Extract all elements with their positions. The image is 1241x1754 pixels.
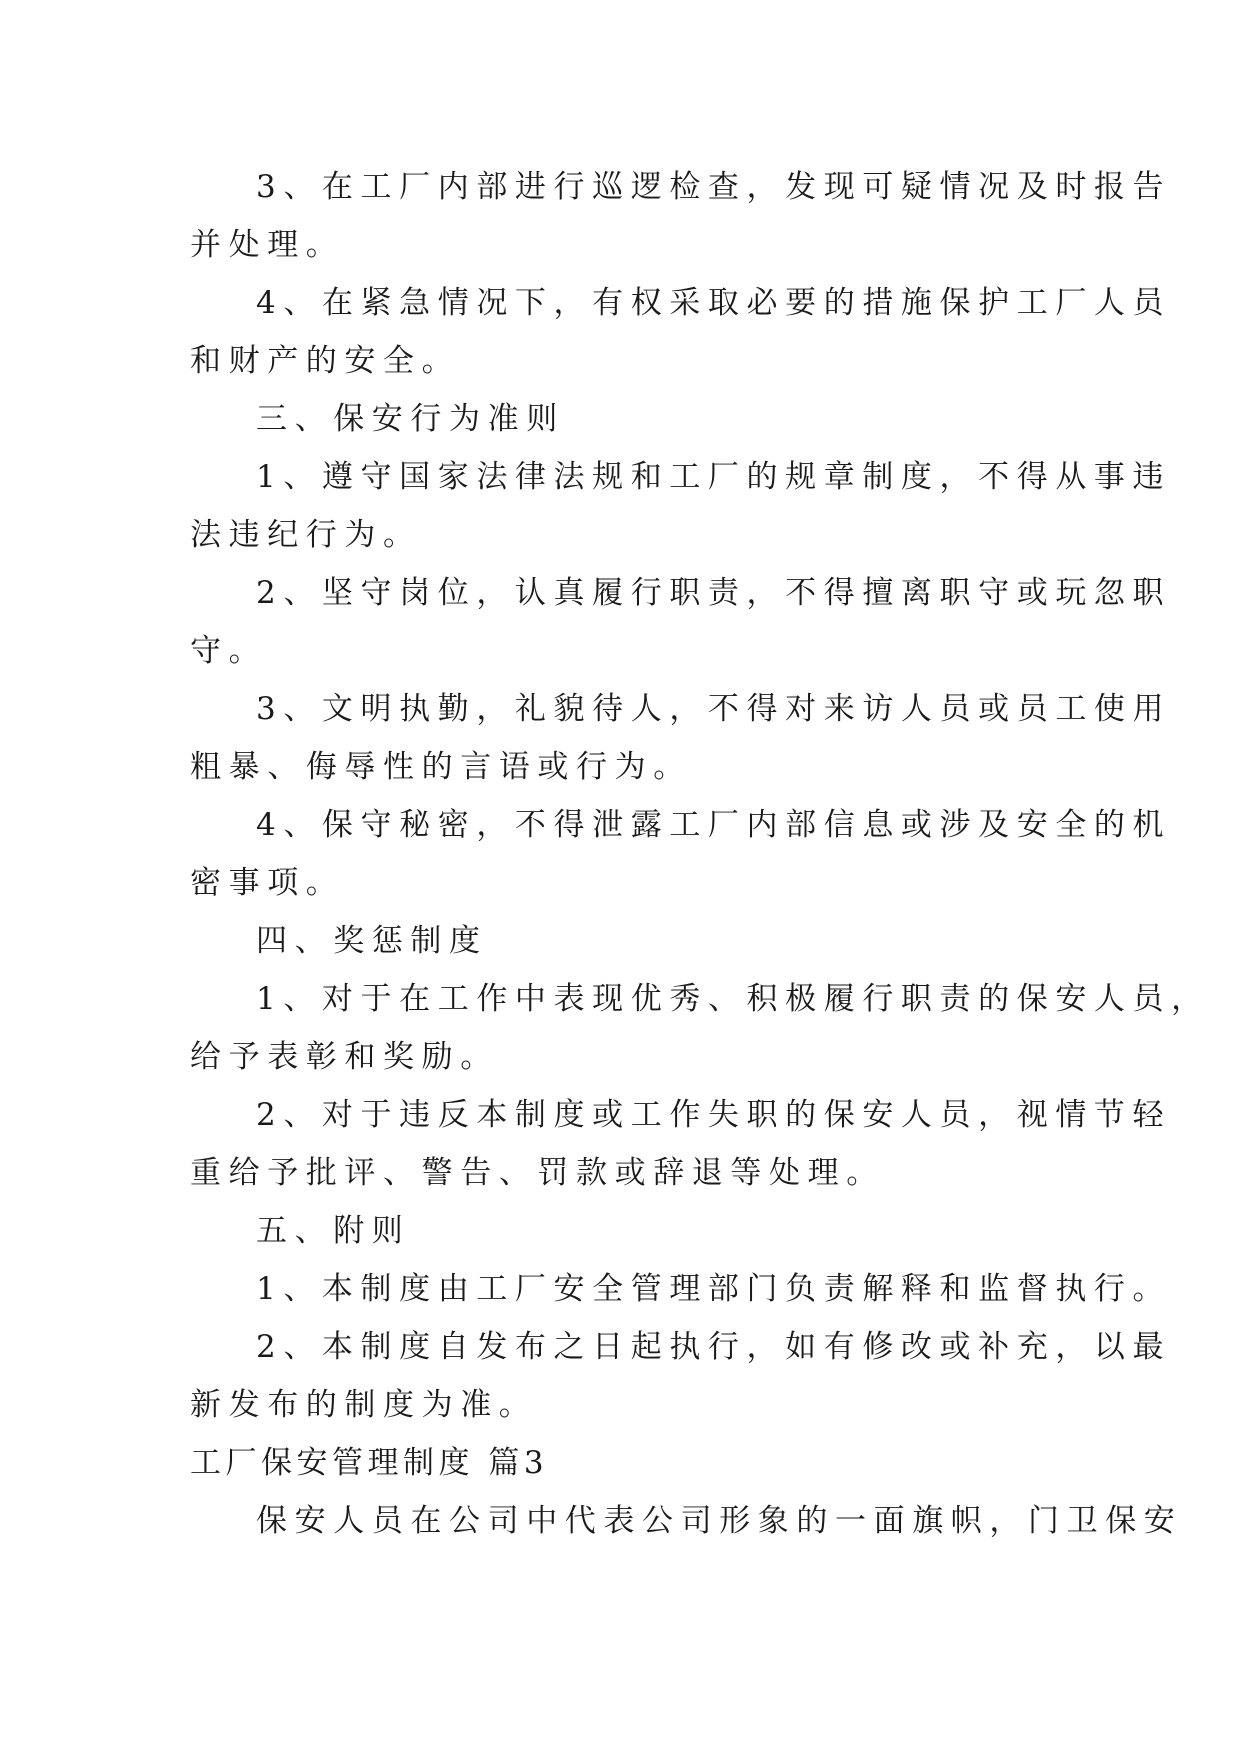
paragraph-line: 2、对于违反本制度或工作失职的保安人员，视情节轻	[256, 1097, 1172, 1133]
paragraph-line: 重给予批评、警告、罚款或辞退等处理。	[190, 1155, 885, 1191]
section-heading: 四、奖惩制度	[256, 923, 488, 959]
paragraph-line: 和财产的安全。	[190, 343, 461, 379]
paragraph-line: 密事项。	[190, 865, 345, 901]
paragraph-line: 1、遵守国家法律法规和工厂的规章制度，不得从事违	[256, 459, 1172, 495]
paragraph-line: 1、对于在工作中表现优秀、积极履行职责的保安人员，	[256, 981, 1210, 1017]
section-heading: 五、附则	[256, 1213, 411, 1249]
paragraph-line: 4、保守秘密，不得泄露工厂内部信息或涉及安全的机	[256, 807, 1172, 843]
paragraph-line: 2、本制度自发布之日起执行，如有修改或补充，以最	[256, 1329, 1172, 1365]
paragraph-line: 4、在紧急情况下，有权采取必要的措施保护工厂人员	[256, 285, 1172, 321]
paragraph-line: 新发布的制度为准。	[190, 1387, 538, 1423]
document-body	[190, 158, 1210, 1550]
paragraph-line: 2、坚守岗位，认真履行职责，不得擅离职守或玩忽职	[256, 575, 1172, 611]
paragraph-line: 3、在工厂内部进行巡逻检查，发现可疑情况及时报告	[256, 169, 1172, 205]
paragraph-line: 1、本制度由工厂安全管理部门负责解释和监督执行。	[256, 1271, 1172, 1307]
section-heading: 三、保安行为准则	[256, 401, 565, 437]
paragraph-line: 守。	[190, 633, 268, 669]
document-section-title: 工厂保安管理制度 篇3	[190, 1445, 549, 1481]
paragraph-line: 3、文明执勤，礼貌待人，不得对来访人员或员工使用	[256, 691, 1172, 727]
paragraph-line: 给予表彰和奖励。	[190, 1039, 499, 1075]
paragraph-line: 法违纪行为。	[190, 517, 422, 553]
paragraph-line: 并处理。	[190, 227, 345, 263]
paragraph-line: 粗暴、侮辱性的言语或行为。	[190, 749, 692, 785]
paragraph-line: 保安人员在公司中代表公司形象的一面旗帜，门卫保安	[256, 1503, 1183, 1539]
